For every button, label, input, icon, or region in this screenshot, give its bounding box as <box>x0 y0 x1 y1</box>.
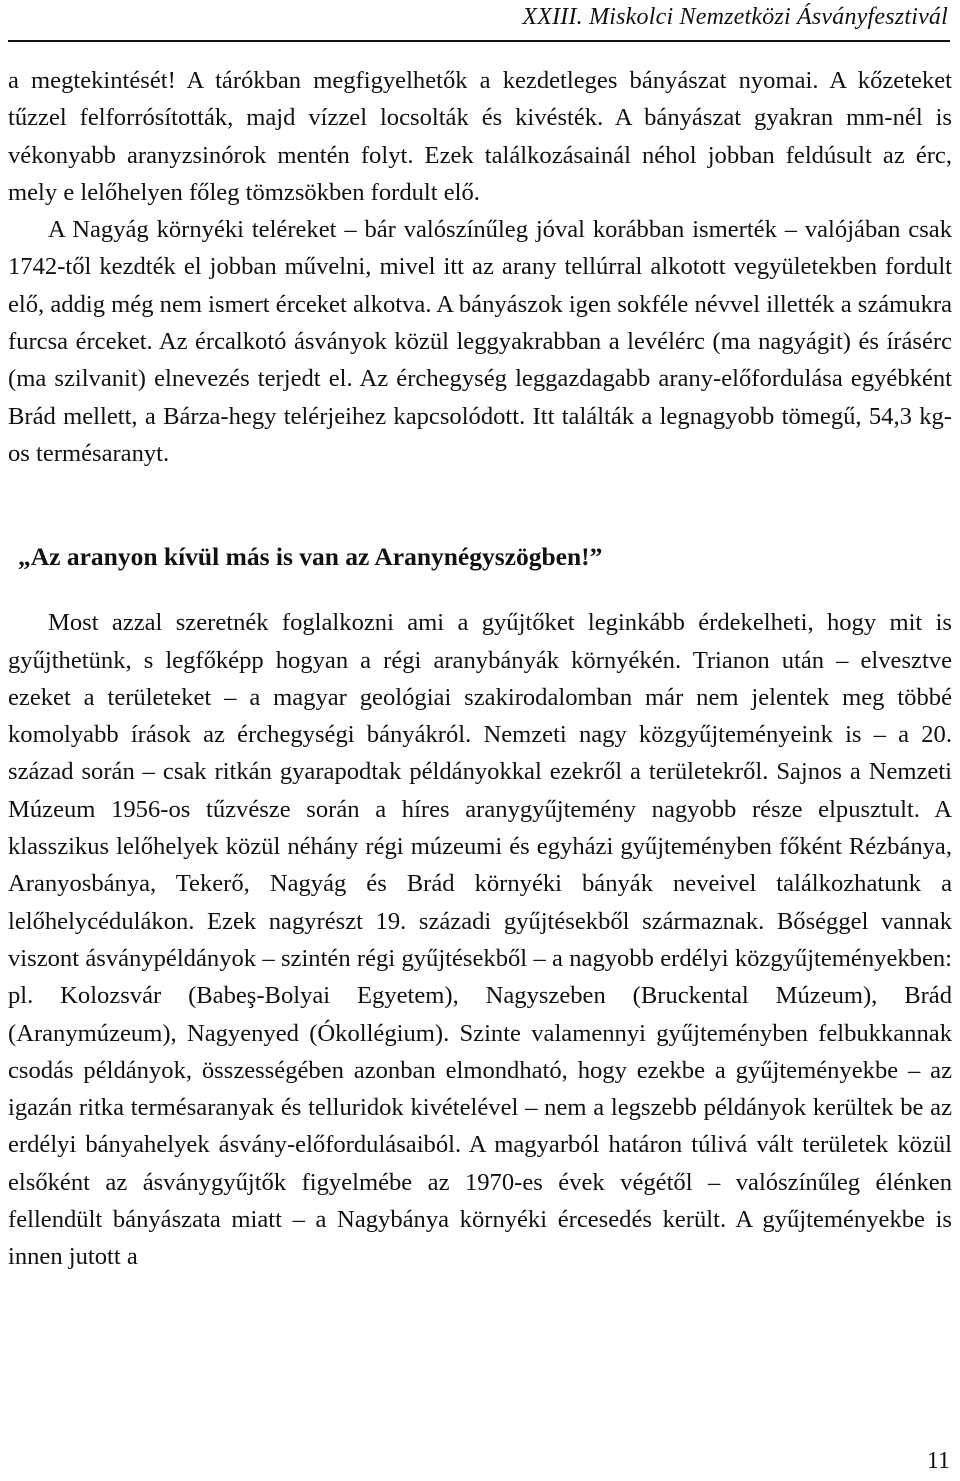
section-heading: „Az aranyon kívül más is van az Aranynégyszögben!” <box>18 542 603 572</box>
paragraph-nagyag: A Nagyág környéki teléreket – bár valószínűleg jóval korábban ismerték – valójában csak 1742-től kezdték el jobban művelni, mivel itt az arany tellúrral alkotott vegyületekben fordult elő, addig még nem ismert érceket alkotva. A bányászok igen sokféle névvel illették a számukra furcsa érceket. Az ércalkotó ásványok közül leggyakrabban a levélérc (ma nagyágit) és írásérc (ma szilvanit) elnevezés terjedt el. Az érchegység leggazdagabb arany-előfordulása egyébként Brád mellett, a Bárza-hegy telérjeihez kapcsolódott. Itt találták a legnagyobb tömegű, 54,3 kg-os termésaranyt. <box>8 216 952 467</box>
paragraph-continuation: a megtekintését! A tárókban megfigyelhetők a kezdetleges bányászat nyomai. A kőzeteket tűzzel felforrósították, majd vízzel locsolták és kivésték. A bányászat gyakran mm-nél is vékonyabb aranyzsinórok mentén folyt. Ezek találkozásainál néhol jobban feldúsult az érc, mely e lelőhelyen főleg tömzsökben fordult elő. <box>8 67 952 206</box>
paragraph-collecting: Most azzal szeretnék foglalkozni ami a gyűjtőket leginkább érdekelheti, hogy mit is gyűjthetünk, s legfőképp hogyan a régi aranybányák környékén. Trianon után – elvesztve ezeket a területeket – a magyar geológiai szakirodalomban már nem jelentek meg többé komolyabb írások az érchegységi bányákról. Nemzeti nagy közgyűjteményeink is – a 20. század során – csak ritkán gyarapodtak példányokkal ezekről a területekről. Sajnos a Nemzeti Múzeum 1956-os tűzvésze során a híres aranygyűjtemény nagyobb része elpusztult. A klasszikus lelőhelyek közül néhány régi múzeumi és egyházi gyűjteményben főként Rézbánya, Aranyosbánya, Tekerő, Nagyág és Brád környéki bányák neveivel találkozhatunk a lelőhelycédulákon. Ezek nagyrészt 19. századi gyűjtésekből származnak. Bőséggel vannak viszont ásványpéldányok – szintén régi gyűjtésekből – a nagyobb erdélyi közgyűjteményekben: pl. Kolozsvár (Babeş-Bolyai Egyetem), Nagyszeben (Bruckental Múzeum), Brád (Aranymúzeum), Nagyenyed (Ókollégium). Szinte valamennyi gyűjteményben felbukkannak csodás példányok, összességében azonban elmondható, hogy ezekbe a gyűjteményekbe – az igazán ritka termésaranyak és telluridok kivételével – nem a legszebb példányok kerültek be az erdélyi bányahelyek ásvány-előfordulásaiból. A magyarból határon túlivá vált területek közül elsőként az ásványgyűjtők figyelmébe az 1970-es évek végétől – valószínűleg élénken fellendült bányászata miatt – a Nagybánya környéki ércesedés került. A gyűjteményekbe is innen jutott a <box>8 609 952 1271</box>
page-number: 11 <box>926 1448 950 1474</box>
page-body <box>8 62 952 1276</box>
running-header: XXIII. Miskolci Nemzetközi Ásványfesztivál <box>522 4 948 30</box>
header-rule <box>8 40 950 42</box>
